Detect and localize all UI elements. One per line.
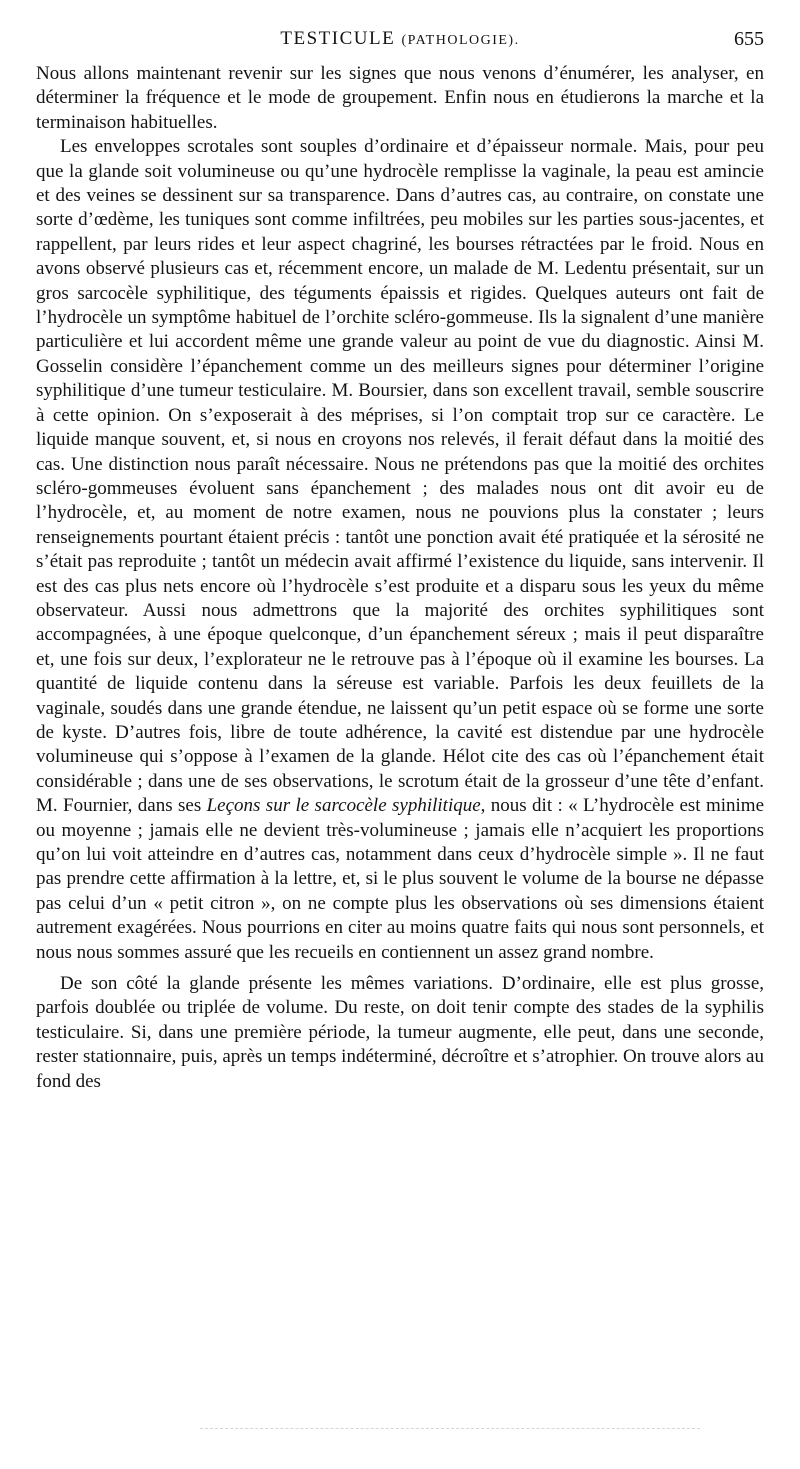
paragraph-2-text-continued: , nous dit : « L’hydrocèle est minime ou moyenne ; jamais elle ne devient très-volumineuse ; jamais elle n’acquiert les proportions qu’on lui voit atteindre en d’autres cas, notamment dans ceux d’hydrocèle simple ». Il ne faut pas prendre cette affirmation à la lettre, et, si le plus souvent le volume de la bourse ne dépasse pas celui d’un « petit citron », on ne compte plus les observations où ses dimensions étaient autrement exagérées. Nous pourrions en citer au moins quatre faits qui nous sont personnels, et nous nous sommes assuré que les recueils en contiennent un assez grand nombre. (36, 795, 764, 963)
running-header (36, 28, 764, 58)
body-text (36, 62, 764, 1094)
page-bottom-rule (200, 1428, 700, 1429)
paragraph-3-text: De son côté la glande présente les mêmes variations. D’ordinaire, elle est plus grosse, parfois doublée ou triplée de volume. Du reste, on doit tenir compte des stades de la syphilis testiculaire. Si, dans une première période, la tumeur augmente, elle peut, dans une seconde, rester stationnaire, puis, après un temps indéterminé, décroître et s’atrophier. On trouve alors au fond des (36, 973, 764, 1092)
book-title-italic: Leçons sur le sarcocèle syphilitique (206, 795, 481, 817)
header-title: TESTICULE (280, 28, 396, 49)
running-title (36, 28, 764, 50)
paragraph-2-text: Les enveloppes scrotales sont souples d’ordinaire et d’épaisseur normale. Mais, pour peu que la glande soit volumineuse ou qu’une hydrocèle remplisse la vaginale, la peau est amincie et des veines se dessinent sur sa transparence. Dans d’autres cas, au contraire, on constate une sorte d’œdème, les tuniques sont comme infiltrées, peu mobiles sur les parties sous-jacentes, et rappellent, par leurs rides et leur aspect chagriné, les bourses rétractées par le froid. Nous en avons observé plusieurs cas et, récemment encore, un malade de M. Ledentu présentait, sur un gros sarcocèle syphilitique, des téguments épaissis et rigides. Quelques auteurs ont fait de l’hydrocèle un symptôme habituel de l’orchite scléro-gommeuse. Ils la signalent d’une manière particulière et lui accordent même une grande valeur au point de vue du diagnostic. Ainsi M. Gosselin considère l’épanchement comme un des meilleurs signes pour déterminer l’origine syphilitique d’une tumeur testiculaire. M. Boursier, dans son excellent travail, semble souscrire à cette opinion. On s’exposerait à des méprises, si l’on comptait trop sur ce caractère. Le liquide manque souvent, et, si nous en croyons nos relevés, il ferait défaut dans la moitié des cas. Une distinction nous paraît nécessaire. Nous ne prétendons pas que la moitié des orchites scléro-gommeuses évoluent sans épanchement ; des malades nous ont dit avoir eu de l’hydrocèle, et, au moment de notre examen, nous ne pouvions plus la constater ; leurs renseignements pourtant étaient précis : tantôt une ponction avait été pratiquée et la sérosité ne s’était pas reproduite ; tantôt un médecin avait affirmé l’existence du liquide, sans intervenir. Il est des cas plus nets encore où l’hydrocèle s’est produite et a disparu sous les yeux du même observateur. Aussi nous admettrons que la majorité des orchites syphilitiques sont accompagnées, à une époque quelconque, d’un épanchement séreux ; mais il peut disparaître et, une fois sur deux, l’explorateur ne le retrouve pas à l’époque où il examine les bourses. La quantité de liquide contenu dans la séreuse est variable. Parfois les deux feuillets de la vaginale, soudés dans une grande étendue, ne laissent qu’un petit espace où se forme une sorte de kyste. D’autres fois, libre de toute adhérence, la cavité est distendue par une hydrocèle volumineuse qui s’oppose à l’examen de la glande. Hélot cite des cas où l’épanchement était considérable ; dans une de ses observations, le scrotum était de la grosseur d’une tête d’enfant. M. Fournier, dans ses (36, 136, 764, 817)
paragraph-3 (36, 972, 764, 1094)
page-number: 655 (734, 28, 764, 50)
header-subtitle: (PATHOLOGIE). (401, 33, 520, 48)
paragraph-1-text: Nous allons maintenant revenir sur les signes que nous venons d’énumérer, les analyser, en déterminer la fréquence et le mode de groupement. Enfin nous en étudierons la marche et la terminaison habituelles. (36, 63, 764, 133)
paragraph-2 (36, 135, 764, 965)
paragraph-1 (36, 62, 764, 135)
